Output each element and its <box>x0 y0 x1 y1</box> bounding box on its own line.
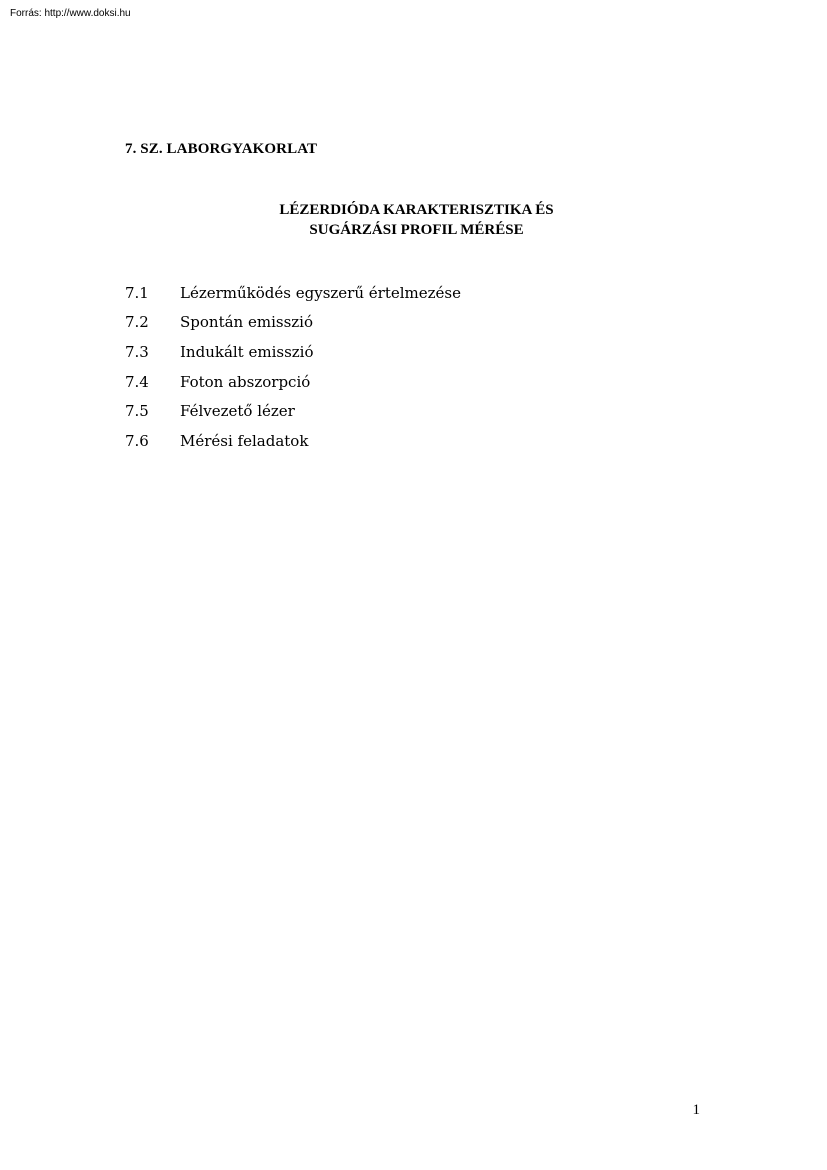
toc-item-text: Lézerműködés egyszerű értelmezése <box>180 283 461 302</box>
source-note: Forrás: http://www.doksi.hu <box>10 8 131 19</box>
table-of-contents <box>125 278 625 456</box>
toc-item-number: 7.3 <box>125 342 149 361</box>
toc-item-number: 7.5 <box>125 402 149 421</box>
toc-item <box>125 278 625 308</box>
document-title-line-1: LÉZERDIÓDA KARAKTERISZTIKA ÉS <box>279 202 554 218</box>
toc-item <box>125 367 625 397</box>
toc-item-number: 7.2 <box>125 313 149 332</box>
toc-item-number: 7.6 <box>125 431 149 450</box>
toc-item-text: Foton abszorpció <box>180 372 311 391</box>
toc-item <box>125 308 625 338</box>
toc-item-text: Mérési feladatok <box>180 431 309 450</box>
document-title-line-2: SUGÁRZÁSI PROFIL MÉRÉSE <box>309 222 524 238</box>
toc-item-number: 7.4 <box>125 372 149 391</box>
toc-item-number: 7.1 <box>125 283 149 302</box>
document-title <box>0 200 827 240</box>
toc-item-text: Spontán emisszió <box>180 313 313 332</box>
toc-item <box>125 426 625 456</box>
toc-item-text: Indukált emisszió <box>180 342 314 361</box>
toc-item <box>125 396 625 426</box>
lab-title: 7. SZ. LABORGYAKORLAT <box>125 141 318 157</box>
toc-item <box>125 337 625 367</box>
page-number: 1 <box>692 1102 700 1118</box>
toc-item-text: Félvezető lézer <box>180 402 295 421</box>
